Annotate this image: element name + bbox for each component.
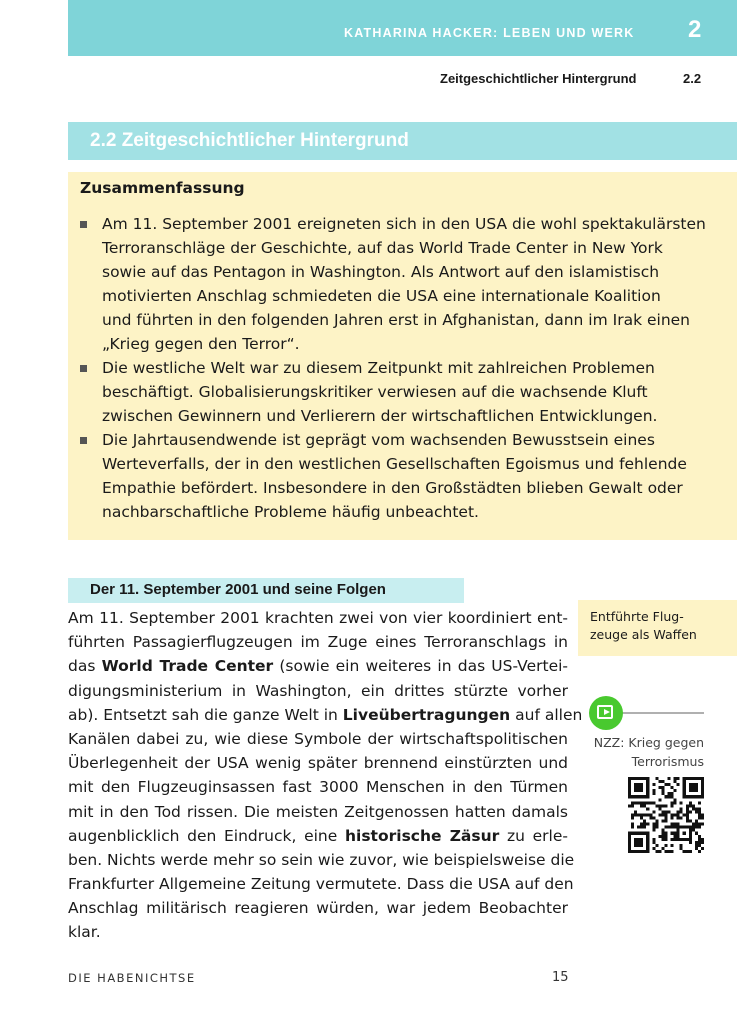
text-run: ben. Nichts werde mehr so sein wie zuvor, wie beispielsweise die <box>68 850 575 869</box>
bold-term: Liveübertragungen <box>342 705 511 724</box>
summary-line: zwischen Gewinnern und Verlierern der wirtschaftlichen Entwicklungen. <box>102 407 658 425</box>
running-head: Zeitgeschichtlicher Hintergrund <box>440 71 637 86</box>
text-run: ab). Entsetzt sah die ganze Welt in <box>68 705 343 724</box>
summary-line: beschäftigt. Globalisierungskritiker verwiesen auf die wachsende Kluft <box>102 383 648 401</box>
chapter-number: 2 <box>688 16 702 43</box>
summary-item <box>68 356 737 428</box>
section-heading-bar <box>68 122 737 160</box>
bold-term: World Trade Center <box>101 657 274 676</box>
text-run: das <box>68 657 102 676</box>
qr-code-icon[interactable] <box>628 777 704 853</box>
chapter-title: KATHARINA HACKER: LEBEN UND WERK <box>344 26 635 40</box>
body-line <box>68 679 568 703</box>
media-caption <box>578 733 704 771</box>
body-paragraph <box>68 606 583 945</box>
text-run: Frankfurter Allgemeine Zeitung vermutete. Dass die USA auf den <box>68 875 574 894</box>
summary-line: Am 11. September 2001 ereigneten sich in den USA die wohl spektakulärsten <box>102 215 706 233</box>
body-line <box>68 775 568 799</box>
margin-note-text <box>590 608 730 644</box>
summary-line: Die Jahrtausendwende ist geprägt vom wachsenden Bewusstsein eines <box>102 431 655 449</box>
body-line <box>68 824 568 848</box>
subsection-heading: Der 11. September 2001 und seine Folgen <box>90 581 386 598</box>
play-video-icon[interactable] <box>589 696 623 730</box>
play-triangle-icon <box>604 709 610 715</box>
media-caption-line: NZZ: Krieg gegen <box>593 735 704 750</box>
text-run: mit den Flugzeuginsassen fast 3000 Menschen in den Türmen <box>68 778 568 797</box>
text-run: Am 11. September 2001 krachten zwei von vier koordiniert ent- <box>68 609 568 627</box>
text-run: führten Passagierflugzeugen im Zuge eines Terroranschlags in <box>68 633 568 652</box>
media-caption-line: Terrorismus <box>631 754 704 769</box>
margin-note-line: Entführte Flug- <box>590 609 684 624</box>
summary-line: sowie auf das Pentagon in Washington. Als Antwort auf den islamistisch <box>102 263 660 281</box>
text-run: digungsministerium in Washington, ein drittes stürzte vorher <box>68 681 568 700</box>
summary-line: nachbarschaftliche Probleme häufig unbeachtet. <box>102 503 479 521</box>
body-line <box>68 800 568 824</box>
body-line <box>68 848 575 872</box>
body-line <box>68 920 568 944</box>
text-run: auf allen <box>510 705 583 724</box>
summary-line: Die westliche Welt war zu diesem Zeitpunkt mit zahlreichen Problemen <box>102 359 655 377</box>
text-run: zu erle- <box>499 826 568 845</box>
summary-line: und führten in den folgenden Jahren erst in Afghanistan, dann im Irak einen <box>102 311 691 329</box>
body-line <box>68 654 568 678</box>
section-heading: 2.2 Zeitgeschichtlicher Hintergrund <box>90 130 409 151</box>
summary-list <box>68 212 737 524</box>
text-run: Überlegenheit der USA wenig später brennend einstürzten und <box>68 754 568 773</box>
summary-line: Empathie befördert. Insbesondere in den Großstädten blieben Gewalt oder <box>102 479 683 497</box>
body-line <box>68 727 568 751</box>
summary-line: „Krieg gegen den Terror“. <box>102 335 300 353</box>
page-number: 15 <box>552 970 569 985</box>
margin-note-line: zeuge als Waffen <box>590 627 697 642</box>
summary-box <box>68 172 737 540</box>
text-run: augenblicklich den Eindruck, eine <box>68 826 345 845</box>
summary-item <box>68 212 737 356</box>
text-run: mit in den Tod rissen. Die meisten Zeitgenossen hatten damals <box>68 802 568 821</box>
summary-line: Terroranschläge der Geschichte, auf das World Trade Center in New York <box>102 239 663 257</box>
running-head-number: 2.2 <box>683 71 702 86</box>
summary-line: motivierten Anschlag schmiedeten die USA eine internationale Koalition <box>102 287 661 305</box>
subsection-heading-bar <box>68 578 464 603</box>
bold-term: historische Zäsur <box>344 826 500 845</box>
body-line <box>68 751 568 775</box>
body-line <box>68 703 583 727</box>
body-line <box>68 896 568 920</box>
video-frame-icon <box>597 705 613 719</box>
body-line <box>68 630 568 654</box>
body-line <box>68 606 568 630</box>
text-run: klar. <box>68 923 101 942</box>
text-run: (sowie ein weiteres in das US-Vertei- <box>273 657 568 676</box>
footer-book-title: DIE HABENICHTSE <box>68 971 196 985</box>
summary-line: Werteverfalls, der in den westlichen Gesellschaften Egoismus und fehlende <box>102 455 687 473</box>
summary-title: Zusammenfassung <box>80 179 245 197</box>
margin-note <box>578 600 737 656</box>
summary-item <box>68 428 737 524</box>
text-run: Kanälen dabei zu, wie diese Symbole der wirtschaftspolitischen <box>68 729 568 748</box>
body-line <box>68 872 574 896</box>
text-run: Anschlag militärisch reagieren würden, war jedem Beobachter <box>68 899 568 918</box>
